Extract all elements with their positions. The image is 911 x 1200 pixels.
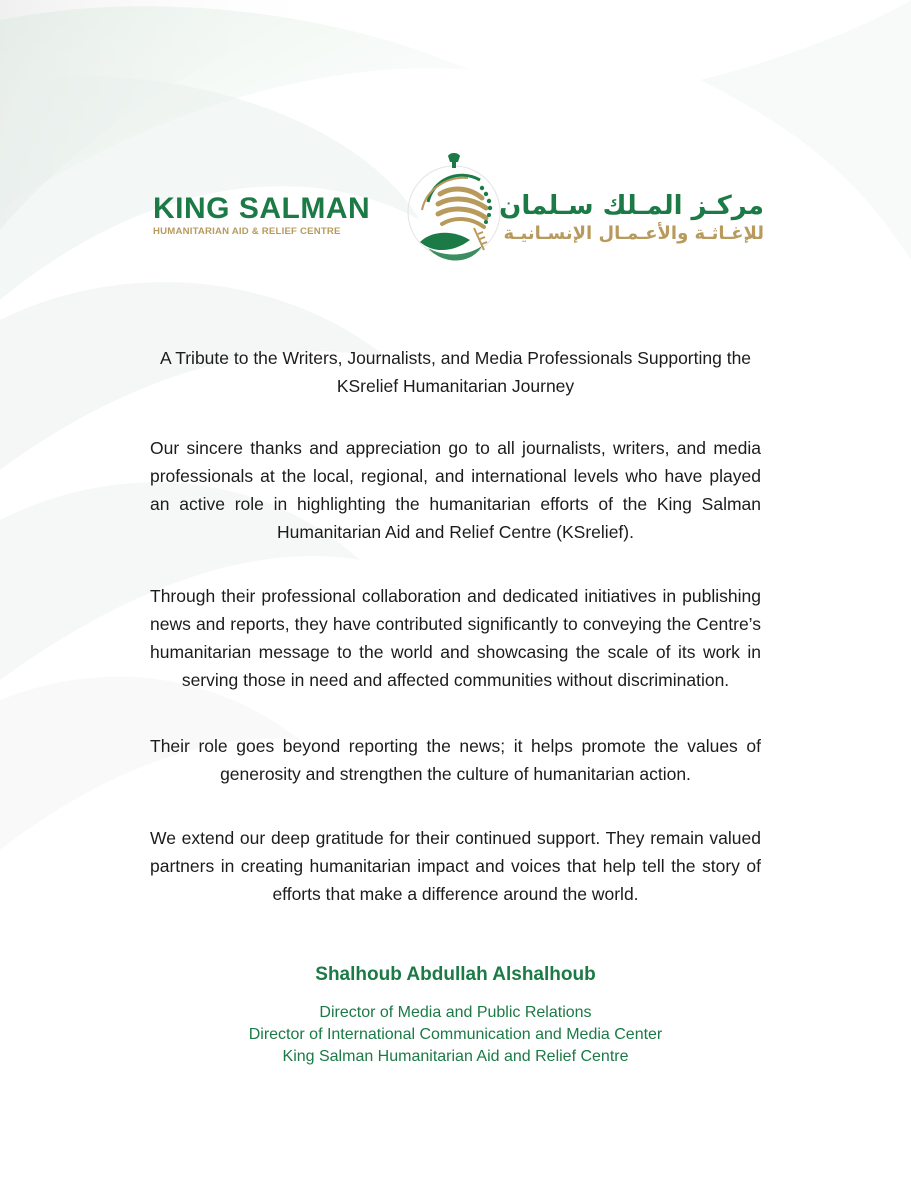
brand-ar-line1: مركـز المـلك سـلمان [499, 191, 764, 221]
signatory-name: Shalhoub Abdullah Alshalhoub [315, 964, 596, 985]
brand-ar-line2: للإغـاثـة والأعـمـال الإنسـانيـة [503, 223, 764, 244]
brand-english [153, 193, 378, 238]
paragraph-3: Their role goes beyond reporting the news; it helps promote the values of generosity and strengthen the culture of humanitarian action. [150, 736, 761, 784]
letter-title: A Tribute to the Writers, Journalists, and Media Professionals Supporting the KSrelief Humanitarian Journey [159, 348, 752, 396]
paragraph-1: Our sincere thanks and appreciation go to all journalists, writers, and media professionals at the local, regional, and international levels who have played an active role in highlighting the humanitarian efforts of the King Salman Humanitarian Aid and Relief Centre (KSrelief). [150, 438, 761, 542]
signatory-title-1: Director of Media and Public Relations [319, 1004, 592, 1021]
ksrelief-globe-emblem-icon [398, 150, 510, 274]
brand-en-subtitle: HUMANITARIAN AID & RELIEF CENTRE [153, 226, 341, 237]
signatory-titles [150, 1002, 761, 1068]
brand-arabic [499, 190, 764, 246]
paragraph-2: Through their professional collaboration and dedicated initiatives in publishing news and reports, they have contributed significantly to conveying the Centre’s humanitarian message to the world and showcasing the scale of its work in serving those in need and affected communities without discrimination. [150, 586, 761, 690]
letter-body [150, 344, 761, 908]
brand-en-name: KING SALMAN [153, 192, 371, 225]
signatory-title-3: King Salman Humanitarian Aid and Relief Centre [282, 1048, 629, 1065]
signatory-title-2: Director of International Communication and Media Center [248, 1026, 663, 1043]
letterhead [0, 150, 911, 280]
paragraph-4: We extend our deep gratitude for their continued support. They remain valued partners in creating humanitarian impact and voices that help tell the story of efforts that make a difference around the world. [150, 828, 761, 904]
signature-block [150, 962, 761, 1068]
